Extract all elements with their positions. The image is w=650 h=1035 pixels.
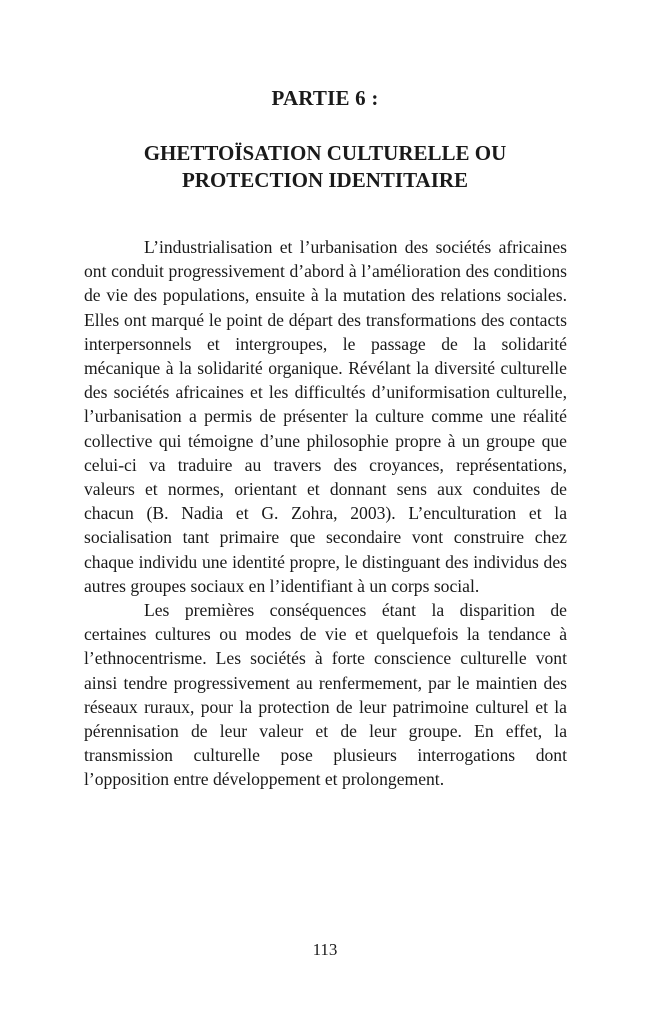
part-heading: PARTIE 6 : — [271, 86, 379, 110]
page-number: 113 — [312, 940, 338, 959]
chapter-title-line-2: PROTECTION IDENTITAIRE — [181, 168, 469, 192]
paragraph-1: L’industrialisation et l’urbanisation des sociétés africaines ont conduit progressivement d’abord à l’amélioration des conditions de vie des populations, ensuite à la mutation des relations sociales. Elles ont marqué le point de départ des transformations des contacts interpersonnels et intergroupes, le passage de la solidarité mécanique à la solidarité organique. Révélant la diversité culturelle des sociétés africaines et les difficultés d’uniformisation culturelle, l’urbanisation a permis de présenter la culture comme une réalité collective qui témoigne d’une philosophie propre à un groupe que celui-ci va traduire au travers des croyances, représentations, valeurs et normes, orientant et donnant sens aux conduites de chacun (B. Nadia et G. Zohra, 2003). L’enculturation et la socialisation tant primaire que secondaire vont construire chez chaque individu une identité propre, le distinguant des individus des autres groupes sociaux en l’identifiant à un corps social. — [84, 237, 567, 596]
chapter-title-line-1: GHETTOÏSATION CULTURELLE OU — [143, 141, 507, 165]
body-text — [84, 235, 567, 792]
chapter-title — [90, 140, 560, 194]
paragraph-2: Les premières conséquences étant la disparition de certaines cultures ou modes de vie et quelquefois la tendance à l’ethnocentrisme. Les sociétés à forte conscience culturelle vont ainsi tendre progressivement au renfermement, par le maintien des réseaux ruraux, pour la protection de leur patrimoine culturel et la pérennisation de leur valeur et de leur groupe. En effet, la transmission culturelle pose plusieurs interrogations dont l’opposition entre développement et prolongement. — [84, 600, 567, 790]
